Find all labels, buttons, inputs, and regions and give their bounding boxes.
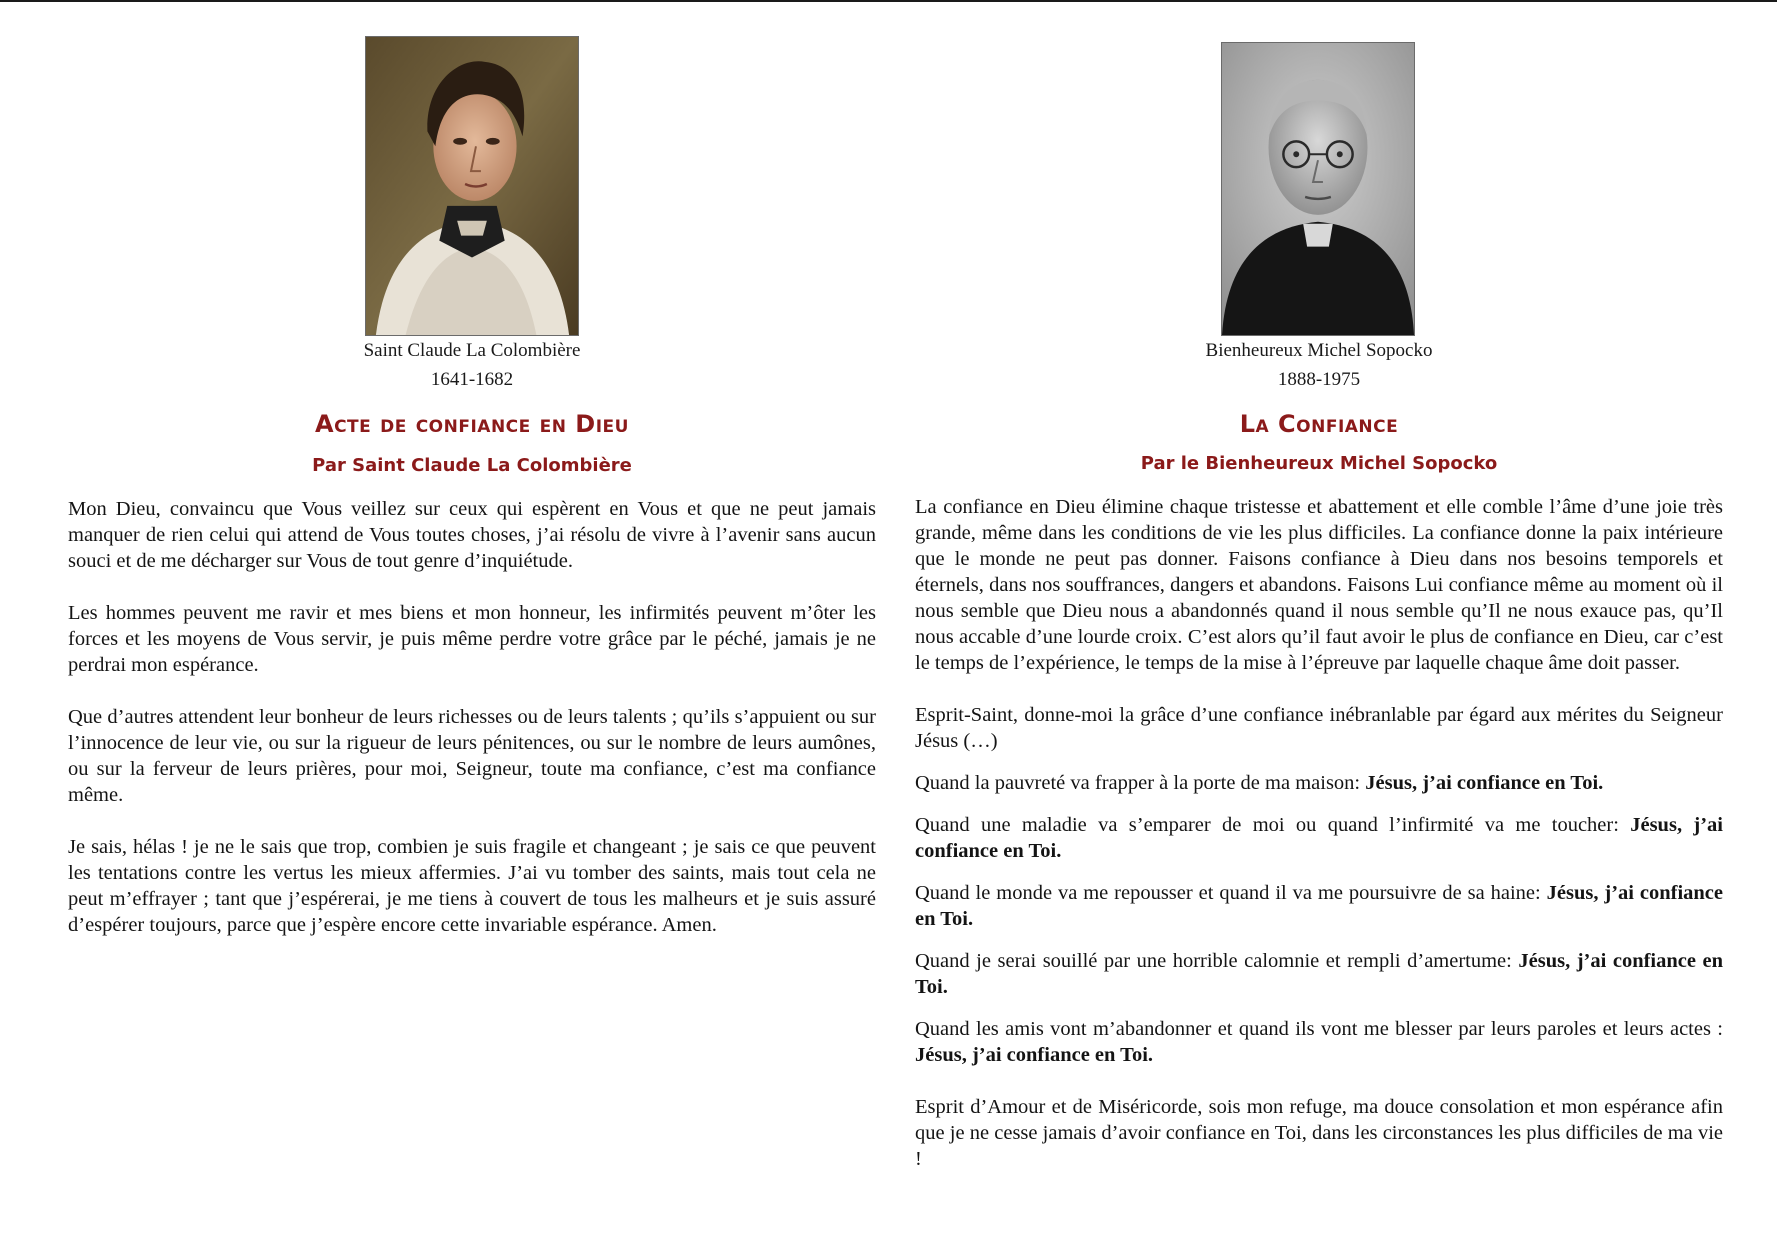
litany-response: Jésus, j’ai confiance en Toi. [915,950,1723,998]
litany-item [915,1016,1723,1068]
litany-response: Jésus, j’ai confiance en Toi. [915,882,1724,930]
litany-invocation: Quand une maladie va s’emparer de moi ou quand l’infirmité va me toucher: [915,814,1631,836]
closing-paragraph: Esprit d’Amour et de Miséricorde, sois mon refuge, ma douce consolation et mon espérance afin que je ne cesse jamais d’avoir confiance en Toi, dans les circonstances les plus difficiles de ma vie ! [915,1096,1723,1170]
portrait-caption-dates: 1641-1682 [430,369,514,390]
portrait-caption-name: Saint Claude La Colombière [363,340,581,361]
litany-invocation: Quand le monde va me repousser et quand il va me poursuivre de sa haine: [915,882,1547,904]
section-title: La Confiance [1239,410,1399,438]
litany-response: Jésus, j’ai confiance en Toi. [915,814,1723,862]
portrait-photo-icon [1222,43,1414,335]
litany-invocation: Quand la pauvreté va frapper à la porte de ma maison: [915,772,1366,794]
portrait-painting-icon [366,37,578,335]
litany-item [915,770,1723,796]
portrait-caption-name: Bienheureux Michel Sopocko [1205,340,1433,361]
confiance-text [915,494,1723,1172]
paragraph: Je sais, hélas ! je ne le sais que trop, combien je suis fragile et changeant ; je sais ce que peuvent les tentations contre les vertus les mieux affermies. J’ai vu tomber des saints, mais tout cela ne peut m’effrayer ; tant que j’espérerai, je me tiens à couvert de tous les malheurs et je suis assuré d’espérer toujours, parce que j’espère encore cette invariable espérance. Amen. [68,836,876,936]
section-subtitle: Par le Bienheureux Michel Sopocko [1140,453,1498,474]
section-subtitle: Par Saint Claude La Colombière [312,455,632,476]
paragraph: Les hommes peuvent me ravir et mes biens et mon honneur, les infirmités peuvent m’ôter les forces et les moyens de Vous servir, je puis même perdre votre grâce par le péché, jamais je ne perdrai mon espérance. [68,602,876,676]
portrait-michel-sopocko [1221,42,1415,336]
prayer-text [68,496,876,938]
litany-item [915,948,1723,1000]
paragraph: Que d’autres attendent leur bonheur de leurs richesses ou de leurs talents ; qu’ils s’appuient ou sur l’innocence de leur vie, ou sur la rigueur de leurs pénitences, ou sur le nombre de leurs aumônes, ou sur la ferveur de leurs prières, pour moi, Seigneur, toute ma confiance, c’est ma confiance même. [68,706,876,806]
portrait-claude-la-colombiere [365,36,579,336]
litany-item [915,880,1723,932]
top-rule [0,0,1777,2]
portrait-caption-dates: 1888-1975 [1277,369,1361,390]
paragraph: Mon Dieu, convaincu que Vous veillez sur ceux qui espèrent en Vous et que ne peut jamais manquer de rien celui qui attend de Vous toutes choses, j’ai résolu de vivre à l’avenir sans aucun souci et de me décharger sur Vous de tout genre d’inquiétude. [68,498,876,572]
litany-response: Jésus, j’ai confiance en Toi. [1365,772,1604,794]
litany-response: Jésus, j’ai confiance en Toi. [915,1044,1154,1066]
litany-invocation: Quand les amis vont m’abandonner et quand ils vont me blesser par leurs paroles et leurs actes : [915,1018,1723,1040]
paragraph: La confiance en Dieu élimine chaque tristesse et abattement et elle comble l’âme d’une joie très grande, même dans les conditions de vie les plus difficiles. La confiance donne la paix intérieure que le monde ne peut pas donner. Faisons confiance à Dieu dans nos besoins temporels et éternels, dans nos souffrances, dangers et abandons. Faisons Lui confiance même au moment où il nous semble que Dieu nous a abandonnés quand il nous semble qu’Il ne nous exauce pas, qu’Il nous accable d’une lourde croix. C’est alors qu’il faut avoir le plus de confiance en Dieu, car c’est le temps de l’expérience, le temps de la mise à l’épreuve par laquelle chaque âme doit passer. [915,496,1723,674]
litany-item [915,812,1723,864]
paragraph: Esprit-Saint, donne-moi la grâce d’une confiance inébranlable par égard aux mérites du Seigneur Jésus (…) [915,704,1723,752]
section-title: Acte de confiance en Dieu [315,410,629,438]
litany-invocation: Quand je serai souillé par une horrible calomnie et rempli d’amertume: [915,950,1519,972]
